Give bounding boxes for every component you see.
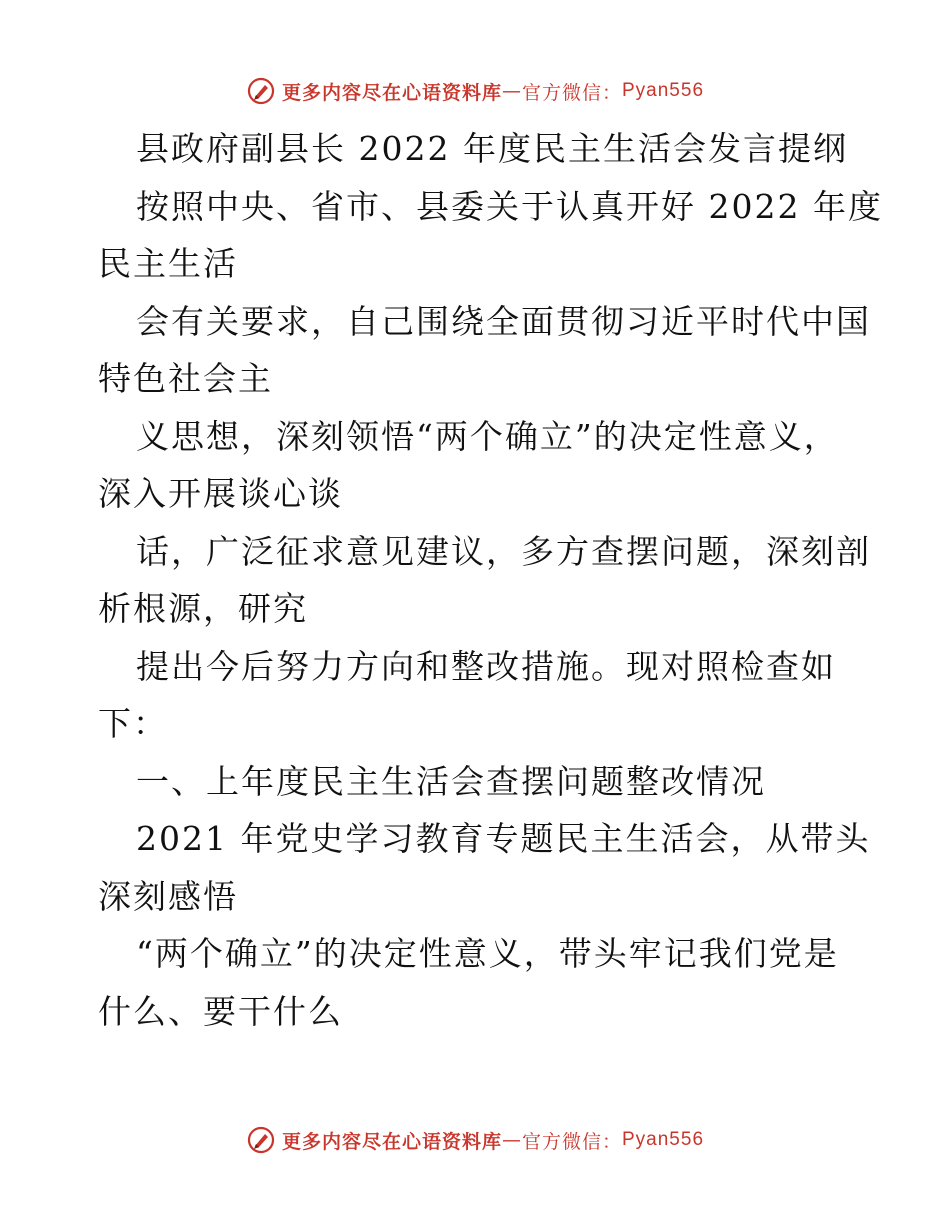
header-watermark (0, 71, 950, 111)
document-title: 县政府副县长 2022 年度民主生活会发言提纲 (136, 129, 848, 168)
paragraph-line: 话，广泛征求意见建议，多方查摆问题，深刻剖 (136, 531, 871, 571)
watermark-wechat-label: 官方微信： (521, 1130, 622, 1153)
pen-nib-logo-icon (246, 1125, 276, 1155)
footer-watermark (0, 1120, 950, 1160)
watermark-dash: — (501, 80, 522, 102)
watermark-wechat-id: Pyan556 (622, 80, 705, 101)
paragraph-line: 下： (98, 704, 168, 743)
paragraph-line: 2021 年党史学习教育专题民主生活会，从带头 (136, 819, 871, 858)
paragraph-line: 民主生活 (98, 244, 238, 283)
pen-nib-logo-icon (246, 76, 276, 106)
paragraph-line: 析根源，研究 (98, 589, 308, 628)
watermark-main-text: 更多内容尽在心语资料库 (281, 81, 502, 104)
paragraph-line: 什么、要干什么 (98, 991, 343, 1031)
paragraph-line: 义思想，深刻领悟“两个确立”的决定性意义， (136, 416, 839, 456)
paragraph-line: “两个确立”的决定性意义，带头牢记我们党是 (136, 934, 839, 973)
document-body (98, 120, 883, 1040)
paragraph-line: 按照中央、省市、县委关于认真开好 2022 年度 (136, 186, 883, 226)
paragraph-line: 深刻感悟 (98, 876, 238, 916)
paragraph-line: 特色社会主 (98, 359, 273, 398)
watermark-main-text: 更多内容尽在心语资料库 (281, 1130, 502, 1153)
watermark-wechat-label: 官方微信： (521, 81, 622, 104)
watermark-dash: — (501, 1129, 522, 1151)
paragraph-line: 深入开展谈心谈 (98, 474, 343, 513)
watermark-wechat-id: Pyan556 (622, 1129, 705, 1150)
paragraph-line: 提出今后努力方向和整改措施。现对照检查如 (136, 646, 836, 686)
section-heading: 一、上年度民主生活会查摆问题整改情况 (136, 761, 766, 801)
paragraph-line: 会有关要求，自己围绕全面贯彻习近平时代中国 (136, 301, 871, 341)
